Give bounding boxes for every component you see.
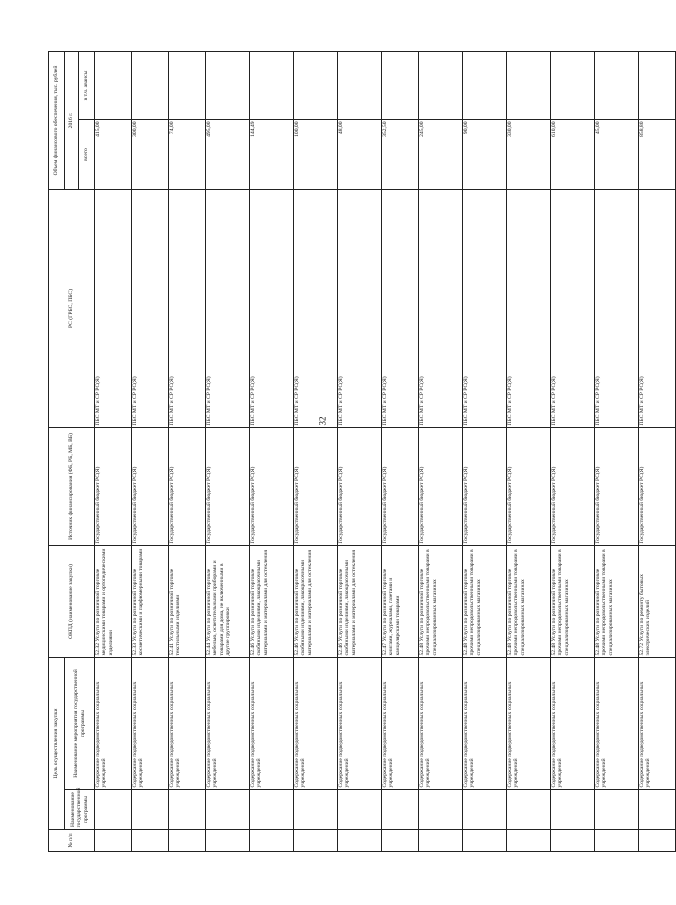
cell-total: 144,49 — [250, 120, 294, 190]
table-row — [338, 52, 382, 852]
header-goal: Цель осуществления закупки — [49, 658, 65, 830]
table-row — [595, 52, 639, 852]
cell-source: Государственный бюджет РС(Я) — [132, 428, 169, 546]
cell-source: Государственный бюджет РС(Я) — [95, 428, 132, 546]
cell-okpd: 52.44 Услуги по розничной торговле мебелью, осветительными приборами и товарами для дома, не включенными в другие группировки — [206, 546, 250, 658]
cell-event: Содержание подведомственных социальных учреждений — [419, 658, 463, 790]
cell-num — [507, 830, 551, 852]
rotated-table-container — [48, 52, 652, 852]
cell-okpd: 52.46 Услуги по розничной торговле скобяными изделиями, лакокрасочными материалами и материалами для остекления — [338, 546, 382, 658]
header-num: № п/п — [49, 830, 95, 852]
table-row — [132, 52, 169, 852]
cell-event: Содержание подведомственных социальных учреждений — [463, 658, 507, 790]
cell-incl — [595, 52, 639, 120]
cell-num — [95, 830, 132, 852]
cell-source: Государственный бюджет РС(Я) — [294, 428, 338, 546]
cell-num — [169, 830, 206, 852]
header-total: всего — [79, 120, 95, 190]
cell-total: 300,00 — [132, 120, 169, 190]
table-row — [639, 52, 676, 852]
cell-rs: ПБС МТ и СР РС(Я) — [382, 190, 419, 428]
cell-program — [338, 790, 382, 830]
cell-rs: ПБС МТ и СР РС(Я) — [507, 190, 551, 428]
cell-okpd: 52.48 Услуги по розничной торговле прочими непродовольственными товарами в специализированных магазинах — [507, 546, 551, 658]
cell-source: Государственный бюджет РС(Я) — [169, 428, 206, 546]
header-incl: в т.ч. авансы — [79, 52, 95, 120]
cell-event: Содержание подведомственных социальных учреждений — [206, 658, 250, 790]
cell-num — [250, 830, 294, 852]
cell-okpd: 52.32 Услуги по розничной торговле медицинскими товарами и ортопедическими изделиями — [95, 546, 132, 658]
cell-event: Содержание подведомственных социальных учреждений — [382, 658, 419, 790]
cell-program — [294, 790, 338, 830]
cell-event: Содержание подведомственных социальных учреждений — [132, 658, 169, 790]
table-header — [49, 52, 95, 852]
header-rs: РС (ГРБС, ПБС) — [49, 190, 95, 428]
cell-incl — [382, 52, 419, 120]
table-row — [463, 52, 507, 852]
cell-incl — [639, 52, 676, 120]
cell-num — [294, 830, 338, 852]
cell-total: 495,00 — [206, 120, 250, 190]
cell-source: Государственный бюджет РС(Я) — [419, 428, 463, 546]
cell-num — [132, 830, 169, 852]
header-source: Источник финансирования (ФБ, РБ, МБ, ВБ) — [49, 428, 95, 546]
cell-num — [419, 830, 463, 852]
cell-rs: ПБС МТ и СР РС(Я) — [419, 190, 463, 428]
cell-source: Государственный бюджет РС(Я) — [463, 428, 507, 546]
cell-num — [338, 830, 382, 852]
cell-okpd: 52.72 Услуги по ремонту бытовых электрических изделий — [639, 546, 676, 658]
cell-num — [382, 830, 419, 852]
cell-source: Государственный бюджет РС(Я) — [250, 428, 294, 546]
cell-source: Государственный бюджет РС(Я) — [551, 428, 595, 546]
table-row — [382, 52, 419, 852]
cell-program — [95, 790, 132, 830]
cell-source: Государственный бюджет РС(Я) — [206, 428, 250, 546]
cell-incl — [338, 52, 382, 120]
cell-okpd: 52.41 Услуги по розничной торговле текстильными изделиями — [169, 546, 206, 658]
cell-rs: ПБС МТ и СР РС(Я) — [95, 190, 132, 428]
cell-source: Государственный бюджет РС(Я) — [338, 428, 382, 546]
cell-rs: ПБС МТ и СР РС(Я) — [551, 190, 595, 428]
cell-incl — [551, 52, 595, 120]
cell-rs: ПБС МТ и СР РС(Я) — [206, 190, 250, 428]
cell-program — [206, 790, 250, 830]
cell-source: Государственный бюджет РС(Я) — [595, 428, 639, 546]
cell-event: Содержание подведомственных социальных учреждений — [294, 658, 338, 790]
cell-rs: ПБС МТ и СР РС(Я) — [595, 190, 639, 428]
cell-event: Содержание подведомственных социальных учреждений — [507, 658, 551, 790]
cell-program — [507, 790, 551, 830]
cell-okpd: 52.48 Услуги по розничной торговле прочими непродовольственными товарами в специализированных магазинах — [551, 546, 595, 658]
cell-event: Содержание подведомственных социальных учреждений — [338, 658, 382, 790]
header-okpd: ОКПД (наименование закупки) — [49, 546, 95, 658]
cell-num — [639, 830, 676, 852]
cell-num — [463, 830, 507, 852]
table-body — [95, 52, 676, 852]
cell-okpd: 52.46 Услуги по розничной торговле скобяными изделиями, лакокрасочными материалами и материалами для остекления — [294, 546, 338, 658]
table-row — [294, 52, 338, 852]
table-row — [250, 52, 294, 852]
cell-event: Содержание подведомственных социальных учреждений — [250, 658, 294, 790]
cell-source: Государственный бюджет РС(Я) — [507, 428, 551, 546]
cell-program — [250, 790, 294, 830]
cell-incl — [250, 52, 294, 120]
cell-okpd: 52.46 Услуги по розничной торговле скобяными изделиями, лакокрасочными материалами и материалами для остекления — [250, 546, 294, 658]
cell-event: Содержание подведомственных социальных учреждений — [595, 658, 639, 790]
cell-program — [463, 790, 507, 830]
cell-total: 48,00 — [338, 120, 382, 190]
cell-rs: ПБС МТ и СР РС(Я) — [463, 190, 507, 428]
cell-okpd: 52.47 Услуги по розничной торговле книгами, журналами, газетами и канцелярскими товарами — [382, 546, 419, 658]
cell-total: 90,00 — [463, 120, 507, 190]
cell-rs: ПБС МТ и СР РС(Я) — [639, 190, 676, 428]
cell-rs: ПБС МТ и СР РС(Я) — [294, 190, 338, 428]
cell-event: Содержание подведомственных социальных учреждений — [95, 658, 132, 790]
table-row — [551, 52, 595, 852]
table-area — [48, 52, 652, 852]
cell-total: 415,00 — [95, 120, 132, 190]
page-number: 32 — [317, 416, 327, 426]
cell-event: Содержание подведомственных социальных учреждений — [639, 658, 676, 790]
cell-total: 610,00 — [551, 120, 595, 190]
cell-incl — [206, 52, 250, 120]
cell-incl — [419, 52, 463, 120]
cell-total: 100,00 — [294, 120, 338, 190]
cell-program — [169, 790, 206, 830]
table-row — [419, 52, 463, 852]
cell-okpd: 52.48 Услуги по розничной торговле прочими непродовольственными товарами в специализированных магазинах — [419, 546, 463, 658]
cell-okpd: 52.33 Услуги по розничной торговле косметическими и парфюмерными товарами — [132, 546, 169, 658]
table-row — [169, 52, 206, 852]
cell-total: 245,00 — [419, 120, 463, 190]
cell-event: Содержание подведомственных социальных учреждений — [551, 658, 595, 790]
cell-event: Содержание подведомственных социальных учреждений — [169, 658, 206, 790]
cell-program — [132, 790, 169, 830]
cell-program — [382, 790, 419, 830]
procurement-table — [48, 51, 676, 852]
cell-num — [206, 830, 250, 852]
cell-incl — [507, 52, 551, 120]
cell-incl — [463, 52, 507, 120]
cell-program — [595, 790, 639, 830]
cell-okpd: 52.48 Услуги по розничной торговле прочими непродовольственными товарами в специализированных магазинах — [463, 546, 507, 658]
cell-incl — [294, 52, 338, 120]
cell-total: 330,00 — [507, 120, 551, 190]
table-row — [206, 52, 250, 852]
cell-incl — [132, 52, 169, 120]
cell-total: 74,00 — [169, 120, 206, 190]
header-event: Наименование мероприятия государственной программы — [65, 658, 95, 790]
header-year: 2016 г. — [65, 52, 79, 190]
cell-total: 352,50 — [382, 120, 419, 190]
table-row — [95, 52, 132, 852]
header-program: Наименование государственной программы — [65, 790, 95, 830]
cell-num — [595, 830, 639, 852]
cell-num — [551, 830, 595, 852]
cell-total: 858,80 — [639, 120, 676, 190]
cell-okpd: 52.48 Услуги по розничной торговле прочими непродовольственными товарами в специализированных магазинах — [595, 546, 639, 658]
cell-rs: ПБС МТ и СР РС(Я) — [250, 190, 294, 428]
cell-incl — [95, 52, 132, 120]
cell-rs: ПБС МТ и СР РС(Я) — [169, 190, 206, 428]
cell-program — [551, 790, 595, 830]
cell-incl — [169, 52, 206, 120]
cell-program — [419, 790, 463, 830]
cell-rs: ПБС МТ и СР РС(Я) — [338, 190, 382, 428]
cell-rs: ПБС МТ и СР РС(Я) — [132, 190, 169, 428]
table-row — [507, 52, 551, 852]
cell-program — [639, 790, 676, 830]
cell-source: Государственный бюджет РС(Я) — [382, 428, 419, 546]
header-finance: Объем финансового обеспечения, тыс. рублей — [49, 52, 65, 190]
cell-total: 45,00 — [595, 120, 639, 190]
cell-source: Государственный бюджет РС(Я) — [639, 428, 676, 546]
